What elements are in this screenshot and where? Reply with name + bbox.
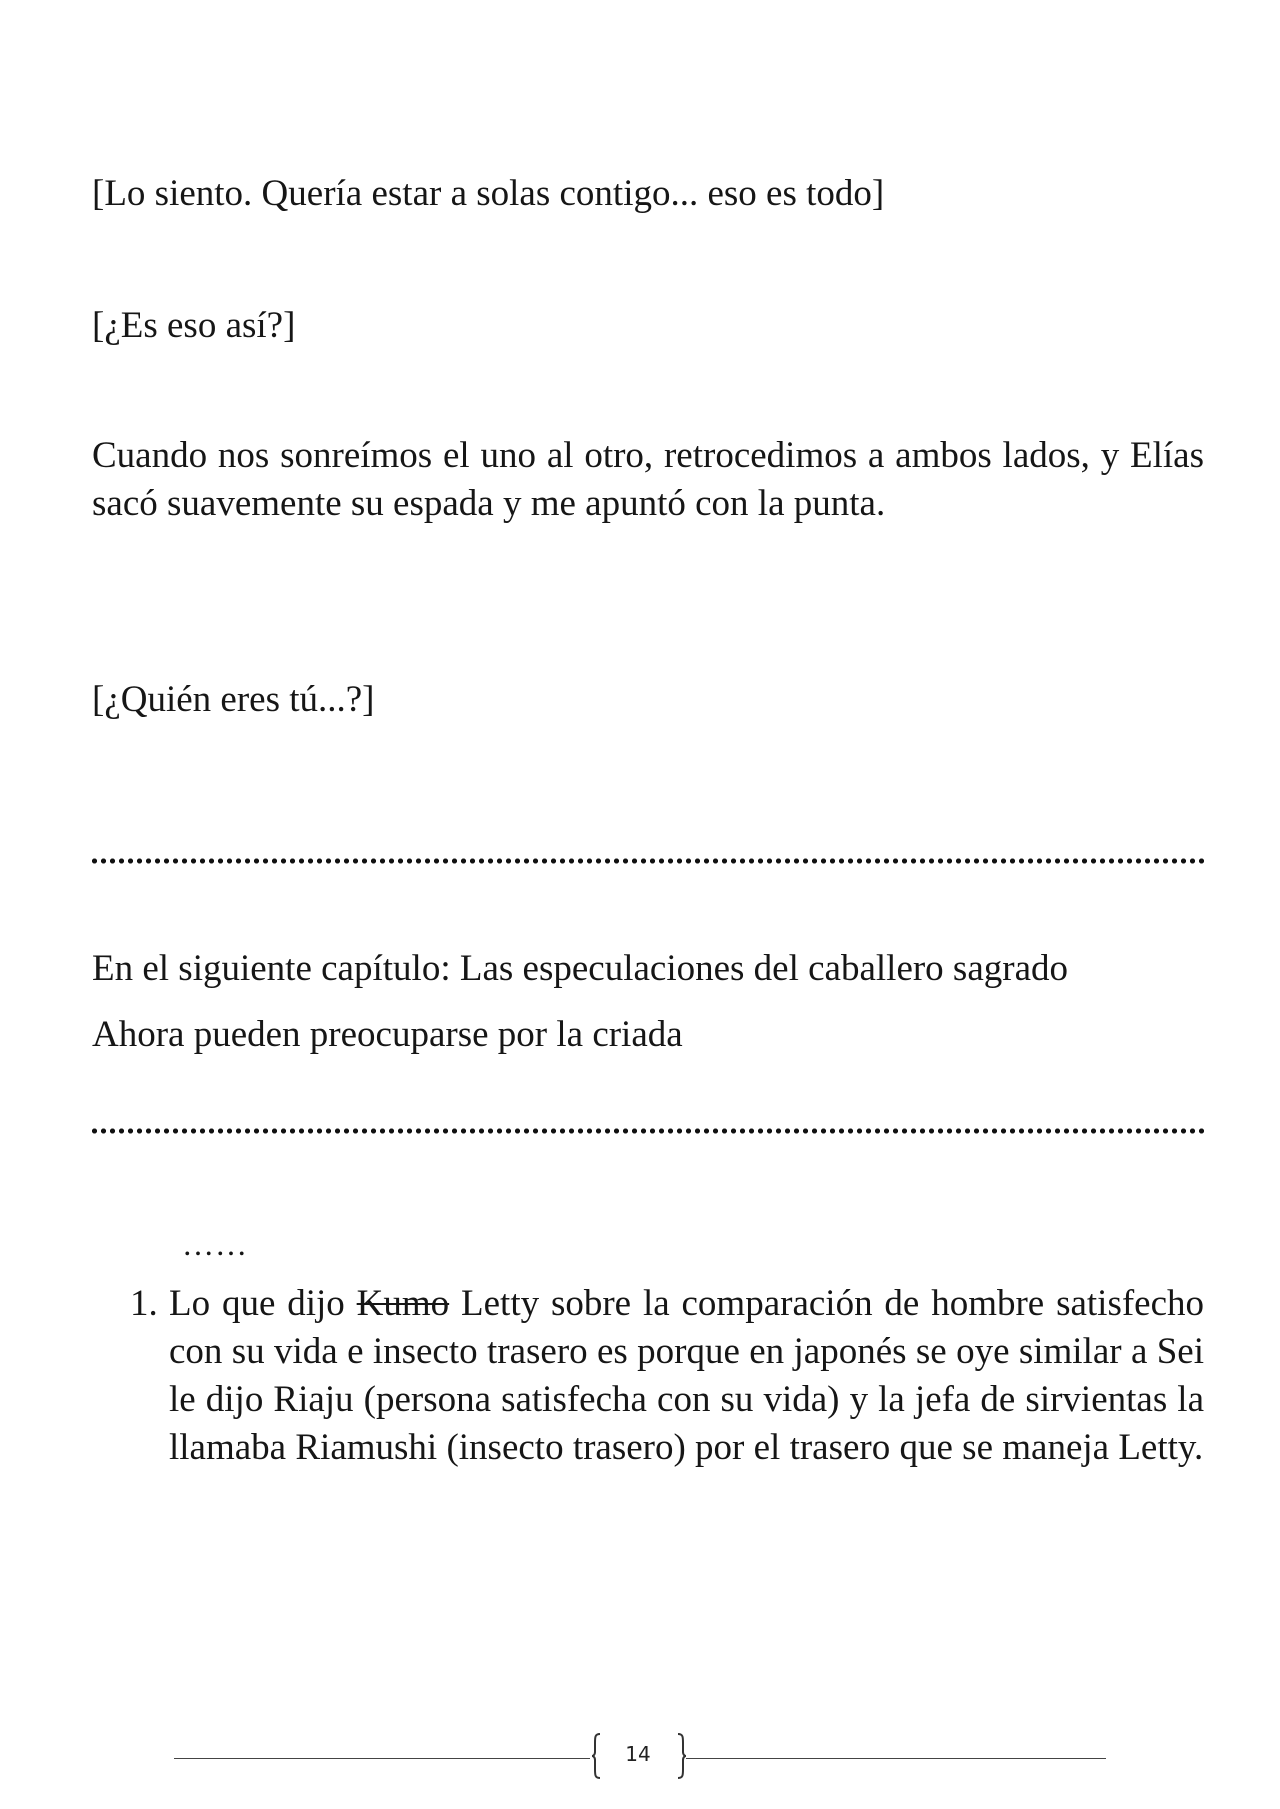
footer-rule-left xyxy=(174,1758,590,1759)
footer-rule-right xyxy=(686,1758,1106,1759)
footnote-number: 1. xyxy=(130,1283,158,1324)
dotted-separator-bottom xyxy=(90,1127,1206,1135)
dialogue-line-question: [¿Es eso así?] xyxy=(92,305,296,346)
left-brace-icon xyxy=(592,1733,602,1779)
dotted-separator-top xyxy=(90,857,1206,865)
next-chapter-teaser: Ahora pueden preocuparse por la criada xyxy=(92,1014,683,1055)
right-brace-icon xyxy=(676,1733,686,1779)
page-number: 14 xyxy=(625,1742,651,1766)
page-footer xyxy=(0,1733,1280,1783)
footnote-rest: Letty sobre la comparación de hombre satisfecho con su vida e insecto trasero es porque en japonés se oye similar a Sei le dijo Riaju (persona satisfecha con su vida) y la jefa de sirvientas la llamaba Riamushi (insecto trasero) por el trasero que se maneja Letty. xyxy=(169,1283,1205,1468)
footnote-item xyxy=(130,1280,1204,1472)
next-chapter-title: En el siguiente capítulo: Las especulaciones del caballero sagrado xyxy=(92,948,1069,989)
footnote-text xyxy=(169,1280,1204,1472)
dialogue-line-apology: [Lo siento. Quería estar a solas contigo... eso es todo] xyxy=(92,173,885,214)
footnote-prefix: Lo que dijo xyxy=(169,1283,345,1324)
notes-ellipsis: …… xyxy=(182,1226,248,1262)
dialogue-line-who-are-you: [¿Quién eres tú...?] xyxy=(92,679,375,720)
footnote-struck-word: Kumo xyxy=(356,1283,450,1324)
narrative-paragraph: Cuando nos sonreímos el uno al otro, retrocedimos a ambos lados, y Elías sacó suavemente su espada y me apuntó con la punta. xyxy=(92,435,1204,524)
